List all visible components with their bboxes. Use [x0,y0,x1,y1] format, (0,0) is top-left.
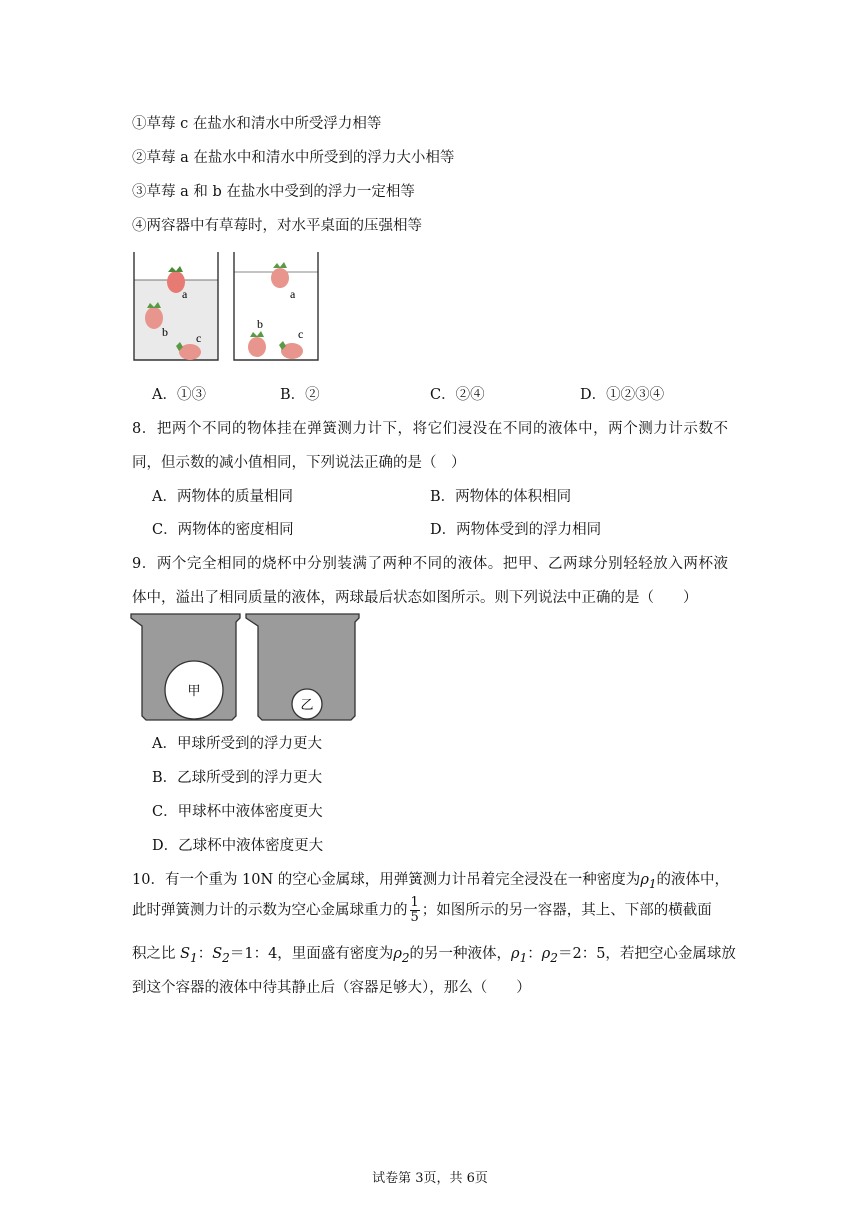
q10-line1-tail: 的液体中， [656,872,730,888]
statement-3: ③草莓 a 和 b 在盐水中受到的浮力一定相等 [132,184,415,200]
ball-yi-label: 乙 [300,698,314,713]
rho-symbol: ρ [541,946,551,962]
ball-jia-label: 甲 [187,684,201,699]
q9-stem-line1: 9．两个完全相同的烧杯中分别装满了两种不同的液体。把甲、乙两球分别轻轻放入两杯液 [132,556,728,572]
q10-stem-line2 [132,896,712,925]
q10-line2-text: 此时弹簧测力计的示数为空心金属球重力的 [132,902,408,919]
fraction-one-fifth [410,896,420,925]
q8-stem-line2: 同，但示数的减小值相同，下列说法正确的是（ ） [132,455,466,471]
label-c-right: c [298,327,304,341]
q7-option-a[interactable]: A．①③ [152,387,206,403]
q10-line3-text: 积之比 [132,946,181,962]
rho-symbol: ρ [640,872,649,888]
label-a-left: a [182,287,188,301]
fraction-numerator: 1 [410,895,419,910]
strawberry-a-right [271,262,289,288]
statement-4: ④两容器中有草莓时，对水平桌面的压强相等 [132,218,422,234]
q7-option-c[interactable]: C．②④ [430,387,485,403]
q9-option-b[interactable]: B．乙球所受到的浮力更大 [152,770,323,786]
q10-line1-text: 10．有一个重为 10N 的空心金属球，用弹簧测力计吊着完全浸没在一种密度为 [132,872,641,888]
s-symbol: S [212,946,223,962]
colon: ： [527,946,542,962]
q7-option-d[interactable]: D．①②③④ [580,387,665,403]
q9-option-a[interactable]: A．甲球所受到的浮力更大 [152,736,322,752]
beaker-yi [246,614,359,720]
statement-1: ①草莓 c 在盐水和清水中所受浮力相等 [132,116,382,132]
label-a-right: a [290,287,296,301]
beaker-jia [131,614,240,720]
s-symbol: S [180,946,191,962]
fraction-denominator: 5 [410,910,419,925]
strawberry-b-right [248,331,266,357]
q8-stem-line1: 8．把两个不同的物体挂在弹簧测力计下，将它们浸没在不同的液体中，两个测力计示数不 [132,421,728,437]
q10-line3-tail: ＝2：5，若把空心金属球放 [557,946,736,962]
q10-line3-mid: ＝1：4，里面盛有密度为 [229,946,394,962]
label-c-left: c [196,331,202,345]
colon: ： [197,946,213,962]
q10-line2-tail: ；如图所示的另一容器，其上、下部的横截面 [421,902,712,919]
q8-option-d[interactable]: D．两物体受到的浮力相同 [430,522,602,538]
q8-option-a[interactable]: A．两物体的质量相同 [152,489,293,505]
label-b-right: b [257,317,263,331]
page-footer: 试卷第 3页，共 6页 [372,1171,488,1186]
q8-option-c[interactable]: C．两物体的密度相同 [152,522,294,538]
rho-symbol: ρ [511,946,520,962]
subscript-2: 2 [550,950,558,965]
subscript-2: 2 [222,950,230,965]
q7-option-b[interactable]: B．② [280,387,320,403]
subscript-1: 1 [648,876,657,891]
beakers-figure [128,612,368,724]
q10-stem-line1 [132,868,729,891]
clear-water-container [234,252,318,360]
q9-stem-line2: 体中，溢出了相同质量的液体，两球最后状态如图所示。则下列说法中正确的是（ ） [132,590,698,606]
q10-line3-mid2: 的另一种液体， [409,946,512,962]
strawberry-containers-figure [128,248,328,366]
q9-option-d[interactable]: D．乙球杯中液体密度更大 [152,838,324,854]
label-b-left: b [162,325,168,339]
statement-2: ②草莓 a 在盐水中和清水中所受到的浮力大小相等 [132,150,455,166]
q10-stem-line3 [132,942,736,965]
q8-option-b[interactable]: B．两物体的体积相同 [430,489,572,505]
subscript-1: 1 [519,950,528,965]
salt-water-container [134,252,218,360]
q9-option-c[interactable]: C．甲球杯中液体密度更大 [152,804,323,820]
strawberry-c-right [279,341,303,359]
q10-stem-line4: 到这个容器的液体中待其静止后（容器足够大），那么（ ） [132,980,531,996]
subscript-1: 1 [190,950,198,965]
subscript-2: 2 [401,950,410,965]
rho-symbol: ρ [393,946,402,962]
